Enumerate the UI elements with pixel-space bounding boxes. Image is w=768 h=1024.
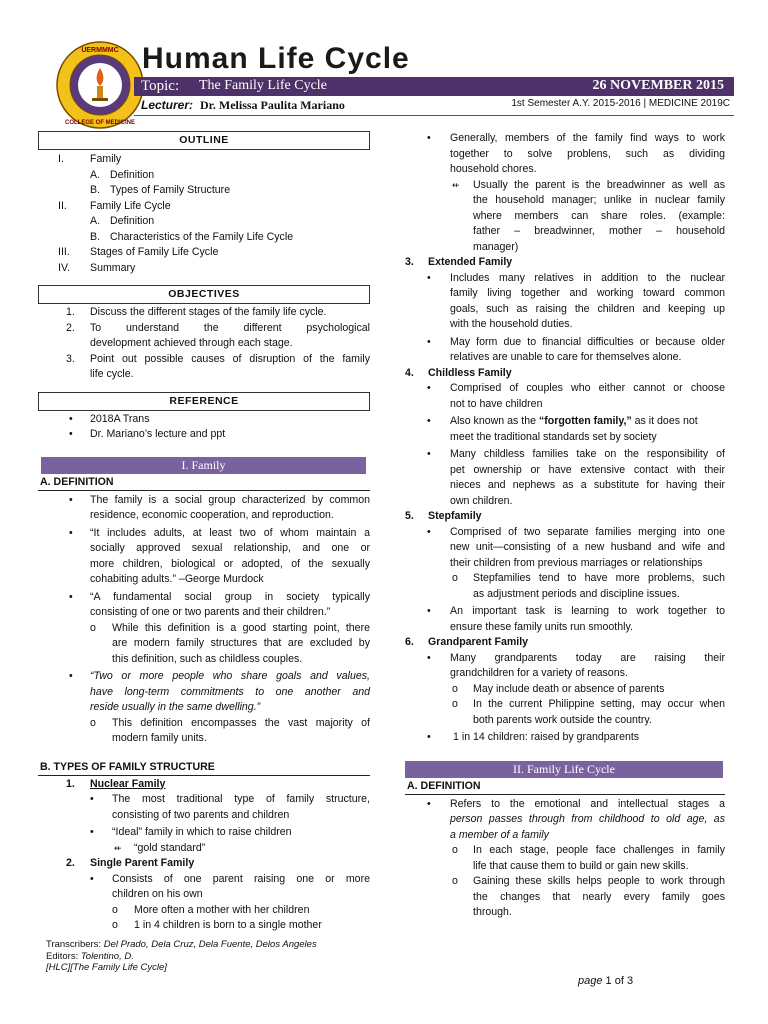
outline-item bbox=[38, 214, 370, 230]
page-title: Human Life Cycle bbox=[142, 42, 410, 75]
objectives-heading: OBJECTIVES bbox=[38, 285, 370, 304]
text-line: “It includes adults, at least two of whom maintain a bbox=[90, 526, 370, 539]
bullet-icon: • bbox=[427, 271, 431, 284]
outline-text: Definition bbox=[110, 168, 155, 181]
text-line: new unit—consisting of a new husband and wife and bbox=[450, 541, 725, 553]
type-title: Single Parent Family bbox=[90, 857, 195, 869]
list-item bbox=[38, 903, 370, 919]
text-line: children on his own bbox=[112, 888, 203, 900]
bullet-icon: • bbox=[427, 605, 431, 617]
text-line: consisting of two parents and children bbox=[112, 808, 290, 821]
outline-item bbox=[38, 245, 370, 261]
text-line: life cycle. bbox=[90, 368, 134, 380]
list-item bbox=[405, 730, 725, 746]
outline-text: Family Life Cycle bbox=[90, 199, 171, 212]
objective-item bbox=[38, 305, 370, 321]
objective-number: 3. bbox=[66, 352, 75, 365]
text-segment: as it does not bbox=[631, 415, 698, 427]
text-line: socially approved sexual relationship, and one or bbox=[90, 542, 370, 554]
list-item bbox=[405, 178, 725, 256]
bullet-icon: • bbox=[427, 415, 431, 427]
note-icon: ⇷ bbox=[452, 179, 460, 190]
text-line: a member of a family bbox=[450, 828, 549, 841]
outline-text: Definition bbox=[110, 215, 155, 227]
topic-label: Topic: bbox=[141, 78, 180, 94]
outline-text: Family bbox=[90, 153, 122, 165]
family-type-heading bbox=[38, 777, 370, 793]
list-item bbox=[405, 604, 725, 635]
outline-number: III. bbox=[58, 246, 70, 258]
text-line: This definition encompasses the vast majority of bbox=[112, 716, 370, 729]
sub-bullet-icon: o bbox=[452, 682, 458, 695]
type-title: Grandparent Family bbox=[428, 636, 529, 648]
right-column bbox=[405, 131, 725, 921]
list-item bbox=[405, 335, 725, 366]
text-line: “A fundamental social group in society typically bbox=[90, 590, 370, 603]
text-line: More often a mother with her children bbox=[134, 903, 310, 916]
text-segment: Also known as the bbox=[450, 415, 539, 427]
text-line: May form due to financial difficulties or because older bbox=[450, 335, 725, 348]
text-line: Many childless families take on the responsibility of bbox=[450, 448, 725, 460]
bullet-icon: • bbox=[69, 590, 73, 603]
text-line: residence, economic cooperation, and reproduction. bbox=[90, 509, 334, 521]
text-line: Generally, members of the family find ways to work bbox=[450, 132, 725, 144]
list-item bbox=[38, 716, 370, 747]
outline-item bbox=[38, 168, 370, 184]
text-line: father – breadwinner, mother – household bbox=[473, 225, 725, 237]
type-title: Stepfamily bbox=[428, 510, 482, 522]
outline-heading: OUTLINE bbox=[38, 131, 370, 150]
list-item bbox=[38, 872, 370, 903]
text-line: more children, biological or adopted, of the sexually bbox=[90, 557, 370, 570]
text-line: consisting of one or two parents and their children.” bbox=[90, 606, 331, 618]
outline-number: B. bbox=[90, 184, 101, 196]
type-number: 2. bbox=[66, 857, 75, 869]
bullet-icon: • bbox=[90, 826, 94, 838]
bullet-icon: • bbox=[427, 132, 431, 144]
list-item bbox=[38, 590, 370, 621]
svg-text:COLLEGE OF MEDICINE: COLLEGE OF MEDICINE bbox=[64, 120, 136, 126]
text-line: While this definition is a good starting point, there bbox=[112, 621, 370, 634]
reference-item bbox=[38, 427, 370, 443]
page-count: 1 of 3 bbox=[605, 975, 634, 987]
list-item bbox=[405, 843, 725, 874]
sub-bullet-icon: o bbox=[112, 919, 118, 931]
bullet-icon: • bbox=[69, 493, 73, 506]
text-line: their children from previous marriages or relationships bbox=[450, 556, 703, 569]
text-line bbox=[450, 414, 725, 430]
text-line: “Ideal” family in which to raise children bbox=[112, 826, 292, 838]
bullet-icon: • bbox=[427, 731, 431, 743]
text-line: Refers to the emotional and intellectual stages a bbox=[450, 797, 725, 810]
outline-number: I. bbox=[58, 153, 64, 165]
sub-bullet-icon: o bbox=[452, 698, 458, 710]
list-item bbox=[405, 651, 725, 682]
lecture-date: 26 NOVEMBER 2015 bbox=[592, 78, 724, 93]
text-line: Discuss the different stages of the family life cycle. bbox=[90, 306, 327, 318]
bullet-icon: • bbox=[69, 526, 73, 539]
sub-bullet-icon: o bbox=[452, 875, 458, 887]
bullet-icon: • bbox=[427, 525, 431, 538]
outline-item bbox=[38, 230, 370, 246]
objective-item bbox=[38, 321, 370, 352]
transcribers-label: Transcribers: bbox=[46, 939, 104, 950]
outline-number: B. bbox=[90, 230, 101, 243]
type-title: Childless Family bbox=[428, 366, 512, 379]
list-item bbox=[38, 526, 370, 588]
family-definition-heading: A. DEFINITION bbox=[38, 475, 370, 491]
list-item bbox=[38, 841, 370, 857]
reference-list bbox=[38, 412, 370, 443]
outline-item bbox=[38, 261, 370, 277]
bullet-icon: • bbox=[69, 428, 73, 440]
text-line: this definition, such as childless couples. bbox=[112, 652, 303, 665]
text-line: as adjustment periods and discipline issues. bbox=[473, 587, 680, 600]
text-line: “gold standard” bbox=[134, 841, 206, 854]
objective-item bbox=[38, 352, 370, 383]
reference-item bbox=[38, 412, 370, 428]
text-line: Consists of one parent raising one or more bbox=[112, 872, 370, 885]
bullet-icon: • bbox=[427, 335, 431, 348]
text-line: Comprised of couples who either cannot or choose bbox=[450, 382, 725, 394]
text-line: To understand the different psychological bbox=[90, 321, 370, 334]
list-item bbox=[38, 493, 370, 524]
text-line: household chores. bbox=[450, 163, 537, 175]
text-line: where members can share roles. (example: bbox=[473, 209, 725, 222]
text-line: development achieved through each stage. bbox=[90, 337, 293, 349]
page-word: page bbox=[578, 975, 603, 987]
list-item bbox=[405, 682, 725, 698]
list-item bbox=[405, 797, 725, 844]
type-title: Nuclear Family bbox=[90, 777, 166, 790]
list-item bbox=[38, 669, 370, 716]
list-item bbox=[405, 697, 725, 728]
text-line: not to have children bbox=[450, 397, 543, 410]
bullet-icon: • bbox=[427, 797, 431, 810]
list-item bbox=[38, 825, 370, 841]
text-line: 1 in 14 children: raised by grandparents bbox=[453, 731, 640, 743]
bullet-icon: • bbox=[69, 412, 73, 425]
text-line: grandchildren for a variety of reasons. bbox=[450, 667, 628, 679]
sub-bullet-icon: o bbox=[90, 621, 96, 634]
bullet-icon: • bbox=[427, 382, 431, 394]
footer-credits bbox=[46, 939, 317, 974]
footer-tag: [HLC][The Family Life Cycle] bbox=[46, 962, 167, 973]
text-line: The most traditional type of family structure, bbox=[112, 793, 370, 805]
family-type-heading bbox=[405, 635, 725, 651]
outline-text: Types of Family Structure bbox=[110, 184, 231, 196]
text-line: goals, such as raising the children and keeping up bbox=[450, 302, 725, 315]
text-line: person passes through from childhood to old age, as bbox=[450, 813, 725, 825]
sub-bullet-icon: o bbox=[90, 716, 96, 729]
list-item bbox=[38, 621, 370, 668]
left-column bbox=[38, 131, 370, 934]
text-line: Stepfamilies tend to have more problems, such bbox=[473, 572, 725, 584]
text-line: nieces and nephews as a substitute for having their bbox=[450, 479, 725, 491]
text-line: meet the traditional standards set by society bbox=[450, 430, 657, 443]
list-item bbox=[405, 381, 725, 412]
text-line: pet ownership or have extensive contact with their bbox=[450, 463, 725, 476]
text-line: cohabiting adults.” –George Murdock bbox=[90, 573, 264, 585]
text-line: ensure these family units run smoothly. bbox=[450, 620, 633, 633]
type-number: 4. bbox=[405, 366, 414, 379]
transcribers: Del Prado, Dela Cruz, Dela Fuente, Delos Angeles bbox=[103, 939, 317, 950]
bullet-icon: • bbox=[427, 448, 431, 460]
text-line: own children. bbox=[450, 494, 513, 507]
objectives-list bbox=[38, 305, 370, 383]
text-line: The family is a social group characterized by common bbox=[90, 493, 370, 506]
text-line: Gaining these skills helps people to work through bbox=[473, 875, 725, 887]
text-line: family living together and working toward common bbox=[450, 287, 725, 299]
svg-text:UERMMMC: UERMMMC bbox=[81, 47, 119, 54]
outline-number: A. bbox=[90, 168, 101, 181]
editors-label: Editors: bbox=[46, 950, 81, 962]
type-number: 3. bbox=[405, 256, 414, 268]
list-item bbox=[405, 525, 725, 572]
bullet-icon: • bbox=[90, 793, 94, 805]
text-line: In each stage, people face challenges in family bbox=[473, 844, 725, 856]
list-item bbox=[405, 874, 725, 921]
list-item bbox=[405, 447, 725, 509]
type-number: 1. bbox=[66, 777, 75, 790]
header-divider bbox=[134, 115, 734, 116]
outline-item bbox=[38, 183, 370, 199]
text-line: life that cause them to build or gain new skills. bbox=[473, 859, 689, 872]
family-definition-list bbox=[38, 493, 370, 747]
text-line: manager) bbox=[473, 240, 519, 253]
editors: Tolentino, D. bbox=[80, 950, 134, 962]
text-line: An important task is learning to work together to bbox=[450, 605, 725, 617]
text-line: Many grandparents today are raising their bbox=[450, 651, 725, 664]
family-type-heading bbox=[38, 856, 370, 872]
flc-definition-heading: A. DEFINITION bbox=[405, 779, 725, 795]
text-line: Comprised of two separate families merging into one bbox=[450, 525, 725, 538]
text-line: through. bbox=[473, 906, 512, 918]
type-number: 6. bbox=[405, 636, 414, 648]
list-item bbox=[405, 571, 725, 602]
list-item bbox=[405, 414, 725, 445]
outline-text: Characteristics of the Family Life Cycle bbox=[110, 230, 294, 243]
bullet-icon: • bbox=[90, 872, 94, 885]
objective-number: 1. bbox=[66, 306, 75, 318]
text-line: 2018A Trans bbox=[90, 412, 150, 425]
text-line: both parents work outside the country. bbox=[473, 713, 652, 726]
outline-number: IV. bbox=[58, 261, 70, 274]
college-logo bbox=[55, 40, 145, 130]
page-number bbox=[578, 975, 633, 987]
list-item bbox=[405, 131, 725, 178]
text-line: Includes many relatives in addition to the nuclear bbox=[450, 271, 725, 284]
section-flc-heading: II. Family Life Cycle bbox=[405, 761, 723, 778]
text-line: 1 in 4 children is born to a single mother bbox=[134, 919, 322, 931]
text-line: the household manager; unlike in nuclear family bbox=[473, 194, 725, 206]
list-item bbox=[405, 271, 725, 333]
text-line: May include death or absence of parents bbox=[473, 682, 665, 695]
text-line: Dr. Mariano’s lecture and ppt bbox=[90, 428, 226, 440]
topic-title: The Family Life Cycle bbox=[199, 78, 327, 93]
lecturer-name: Dr. Melissa Paulita Mariano bbox=[200, 98, 345, 112]
text-line: with the household duties. bbox=[450, 318, 573, 330]
right-content bbox=[405, 131, 725, 921]
text-line: have long-term commitments to one another and bbox=[90, 685, 370, 698]
sub-bullet-icon: o bbox=[452, 572, 458, 584]
outline-item bbox=[38, 152, 370, 168]
outline-list bbox=[38, 152, 370, 276]
family-types-heading: B. TYPES OF FAMILY STRUCTURE bbox=[38, 760, 370, 776]
text-line: reside usually in the same dwelling.” bbox=[90, 701, 261, 713]
outline-item bbox=[38, 199, 370, 215]
outline-text: Stages of Family Life Cycle bbox=[90, 246, 219, 258]
family-types-list bbox=[38, 777, 370, 934]
family-type-heading bbox=[405, 366, 725, 382]
note-icon: ⇷ bbox=[114, 842, 122, 853]
text-line: modern family units. bbox=[112, 732, 207, 744]
outline-number: A. bbox=[90, 215, 101, 227]
outline-text: Summary bbox=[90, 261, 136, 274]
text-line: together to solve problens, such as dividing bbox=[450, 147, 725, 160]
objective-number: 2. bbox=[66, 321, 75, 334]
text-line: are modern family structures that are excluded by bbox=[112, 637, 370, 649]
text-line: Usually the parent is the breadwinner as well as bbox=[473, 178, 725, 191]
type-title: Extended Family bbox=[428, 256, 513, 268]
sub-bullet-icon: o bbox=[452, 844, 458, 856]
bullet-icon: • bbox=[427, 651, 431, 664]
family-type-heading bbox=[405, 509, 725, 525]
text-line: Point out possible causes of disruption of the family bbox=[90, 352, 370, 365]
lecturer-label: Lecturer: bbox=[141, 98, 194, 112]
type-number: 5. bbox=[405, 510, 414, 522]
text-line: relatives are unable to care for themselves alone. bbox=[450, 351, 682, 363]
list-item bbox=[38, 918, 370, 934]
section-family-heading: I. Family bbox=[41, 457, 366, 474]
list-item bbox=[38, 792, 370, 823]
text-emphasis: “forgotten family,” bbox=[538, 415, 632, 427]
outline-number: II. bbox=[58, 199, 67, 212]
text-line: the changes that nearly every family goes bbox=[473, 890, 725, 903]
sub-bullet-icon: o bbox=[112, 903, 118, 916]
bullet-icon: • bbox=[69, 670, 73, 682]
text-line: In the current Philippine setting, may occur when bbox=[473, 698, 725, 710]
text-line: “Two or more people who share goals and values, bbox=[90, 670, 370, 682]
reference-heading: REFERENCE bbox=[38, 392, 370, 411]
semester-info: 1st Semester A.Y. 2015-2016 | MEDICINE 2019C bbox=[511, 98, 730, 109]
family-type-heading bbox=[405, 255, 725, 271]
